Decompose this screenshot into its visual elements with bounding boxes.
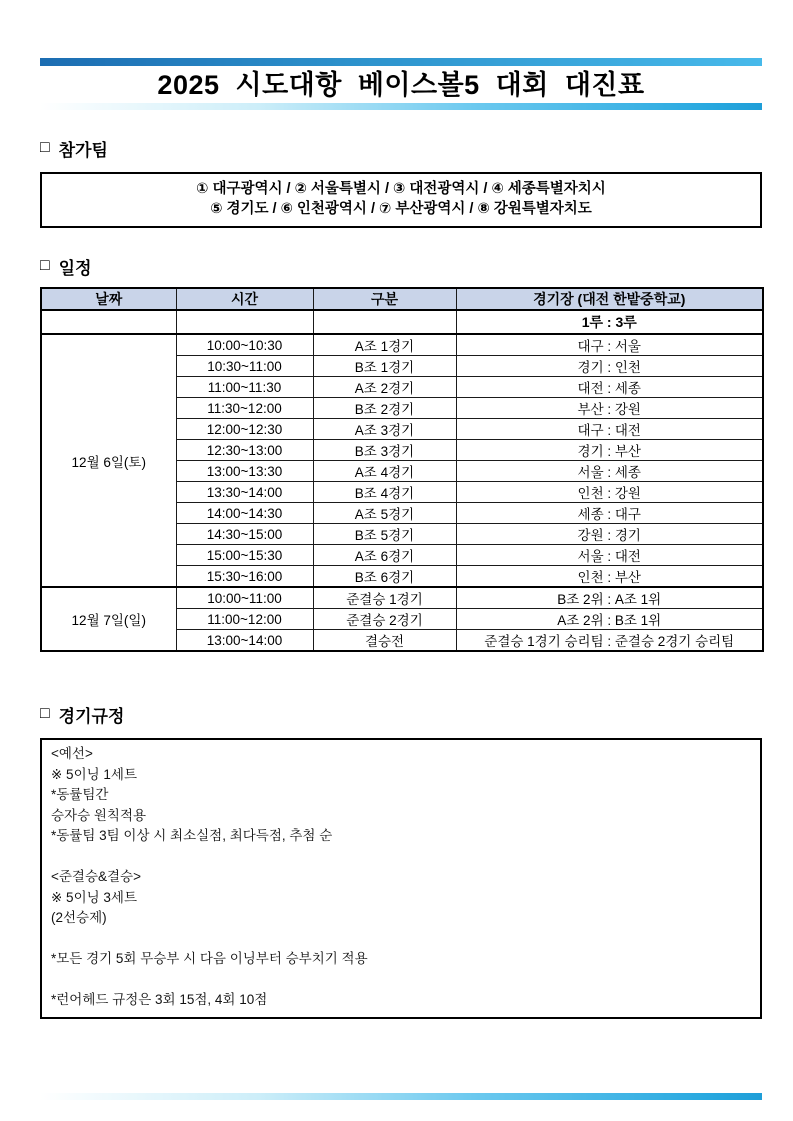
time-cell: 10:00~11:00 bbox=[176, 587, 313, 609]
match-cell: 강원 : 경기 bbox=[456, 524, 763, 545]
round-cell: B조 3경기 bbox=[313, 440, 456, 461]
date-cell: 12월 6일(토) bbox=[41, 334, 176, 587]
rule-line bbox=[51, 847, 751, 868]
participants-line-2: ⑤ 경기도 / ⑥ 인천광역시 / ⑦ 부산광역시 / ⑧ 강원특별자치도 bbox=[210, 201, 592, 217]
schedule-heading-label: 일정 bbox=[58, 259, 92, 278]
participants-box bbox=[40, 172, 762, 228]
round-cell: B조 4경기 bbox=[313, 482, 456, 503]
match-cell: 대구 : 서울 bbox=[456, 334, 763, 356]
time-cell: 15:30~16:00 bbox=[176, 566, 313, 588]
schedule-section-heading bbox=[40, 256, 762, 277]
header-bar-top bbox=[40, 58, 762, 66]
match-cell: 대구 : 대전 bbox=[456, 419, 763, 440]
round-cell: B조 2경기 bbox=[313, 398, 456, 419]
footer-bar bbox=[40, 1093, 762, 1100]
column-header-round: 구분 bbox=[313, 288, 456, 310]
empty-cell bbox=[313, 310, 456, 334]
time-cell: 14:00~14:30 bbox=[176, 503, 313, 524]
match-cell: 부산 : 강원 bbox=[456, 398, 763, 419]
round-cell: 준결승 1경기 bbox=[313, 587, 456, 609]
match-cell: 경기 : 인천 bbox=[456, 356, 763, 377]
round-cell: A조 2경기 bbox=[313, 377, 456, 398]
match-cell: 인천 : 부산 bbox=[456, 566, 763, 588]
time-cell: 13:00~14:00 bbox=[176, 630, 313, 652]
header-bar-under-title bbox=[40, 103, 762, 110]
round-cell: A조 3경기 bbox=[313, 419, 456, 440]
base-labels-cell: 1루 : 3루 bbox=[456, 310, 763, 334]
round-cell: 결승전 bbox=[313, 630, 456, 652]
square-bullet-icon: □ bbox=[40, 704, 50, 722]
time-cell: 11:30~12:00 bbox=[176, 398, 313, 419]
match-cell: 준결승 1경기 승리팀 : 준결승 2경기 승리팀 bbox=[456, 630, 763, 652]
round-cell: A조 6경기 bbox=[313, 545, 456, 566]
square-bullet-icon: □ bbox=[40, 138, 50, 156]
document-page bbox=[40, 58, 762, 1100]
date-cell: 12월 7일(일) bbox=[41, 587, 176, 651]
column-header-venue: 경기장 (대전 한밭중학교) bbox=[456, 288, 763, 310]
time-cell: 13:00~13:30 bbox=[176, 461, 313, 482]
header-row bbox=[41, 288, 763, 310]
rule-line: ※ 5이닝 1세트 bbox=[51, 766, 137, 782]
rule-line: <준결승&결승> bbox=[51, 869, 141, 884]
match-cell: A조 2위 : B조 1위 bbox=[456, 609, 763, 630]
table-row bbox=[41, 334, 763, 356]
time-cell: 11:00~12:00 bbox=[176, 609, 313, 630]
match-cell: 서울 : 세종 bbox=[456, 461, 763, 482]
round-cell: A조 5경기 bbox=[313, 503, 456, 524]
rule-line: 승자승 원칙적용 bbox=[51, 807, 147, 823]
rule-line: *런어헤드 규정은 3회 15점, 4회 10점 bbox=[51, 992, 268, 1007]
rules-heading-label: 경기규정 bbox=[58, 707, 125, 726]
rules-section-heading bbox=[40, 704, 762, 725]
time-cell: 10:00~10:30 bbox=[176, 334, 313, 356]
rule-line: *동률팀간 bbox=[51, 787, 109, 802]
match-cell: 서울 : 대전 bbox=[456, 545, 763, 566]
round-cell: A조 1경기 bbox=[313, 334, 456, 356]
time-cell: 12:30~13:00 bbox=[176, 440, 313, 461]
participants-section-heading bbox=[40, 138, 762, 159]
round-cell: A조 4경기 bbox=[313, 461, 456, 482]
match-cell: 세종 : 대구 bbox=[456, 503, 763, 524]
round-cell: B조 6경기 bbox=[313, 566, 456, 588]
time-cell: 11:00~11:30 bbox=[176, 377, 313, 398]
match-cell: 인천 : 강원 bbox=[456, 482, 763, 503]
square-bullet-icon: □ bbox=[40, 256, 50, 274]
schedule-table bbox=[40, 287, 764, 652]
venue-subheader-row bbox=[41, 310, 763, 334]
column-header-time: 시간 bbox=[176, 288, 313, 310]
rule-line: *모든 경기 5회 무승부 시 다음 이닝부터 승부치기 적용 bbox=[51, 951, 368, 966]
participants-heading-label: 참가팀 bbox=[58, 141, 108, 160]
table-row bbox=[41, 587, 763, 609]
empty-cell bbox=[176, 310, 313, 334]
time-cell: 14:30~15:00 bbox=[176, 524, 313, 545]
round-cell: 준결승 2경기 bbox=[313, 609, 456, 630]
empty-cell bbox=[41, 310, 176, 334]
match-cell: B조 2위 : A조 1위 bbox=[456, 587, 763, 609]
round-cell: B조 1경기 bbox=[313, 356, 456, 377]
participants-line-1: ① 대구광역시 / ② 서울특별시 / ③ 대전광역시 / ④ 세종특별자치시 bbox=[196, 181, 606, 197]
page-title: 2025 시도대항 베이스볼5 대회 대진표 bbox=[157, 70, 645, 100]
time-cell: 13:30~14:00 bbox=[176, 482, 313, 503]
match-cell: 경기 : 부산 bbox=[456, 440, 763, 461]
rule-line: ※ 5이닝 3세트 bbox=[51, 889, 137, 905]
match-cell: 대전 : 세종 bbox=[456, 377, 763, 398]
rule-line bbox=[51, 929, 751, 950]
rule-line bbox=[51, 970, 751, 991]
rule-line: (2선승제) bbox=[51, 910, 107, 925]
time-cell: 10:30~11:00 bbox=[176, 356, 313, 377]
rules-box bbox=[40, 738, 762, 1019]
rule-line: *동률팀 3팀 이상 시 최소실점, 최다득점, 추첨 순 bbox=[51, 828, 333, 843]
round-cell: B조 5경기 bbox=[313, 524, 456, 545]
time-cell: 12:00~12:30 bbox=[176, 419, 313, 440]
time-cell: 15:00~15:30 bbox=[176, 545, 313, 566]
column-header-date: 날짜 bbox=[41, 288, 176, 310]
rule-line: <예선> bbox=[51, 746, 93, 761]
